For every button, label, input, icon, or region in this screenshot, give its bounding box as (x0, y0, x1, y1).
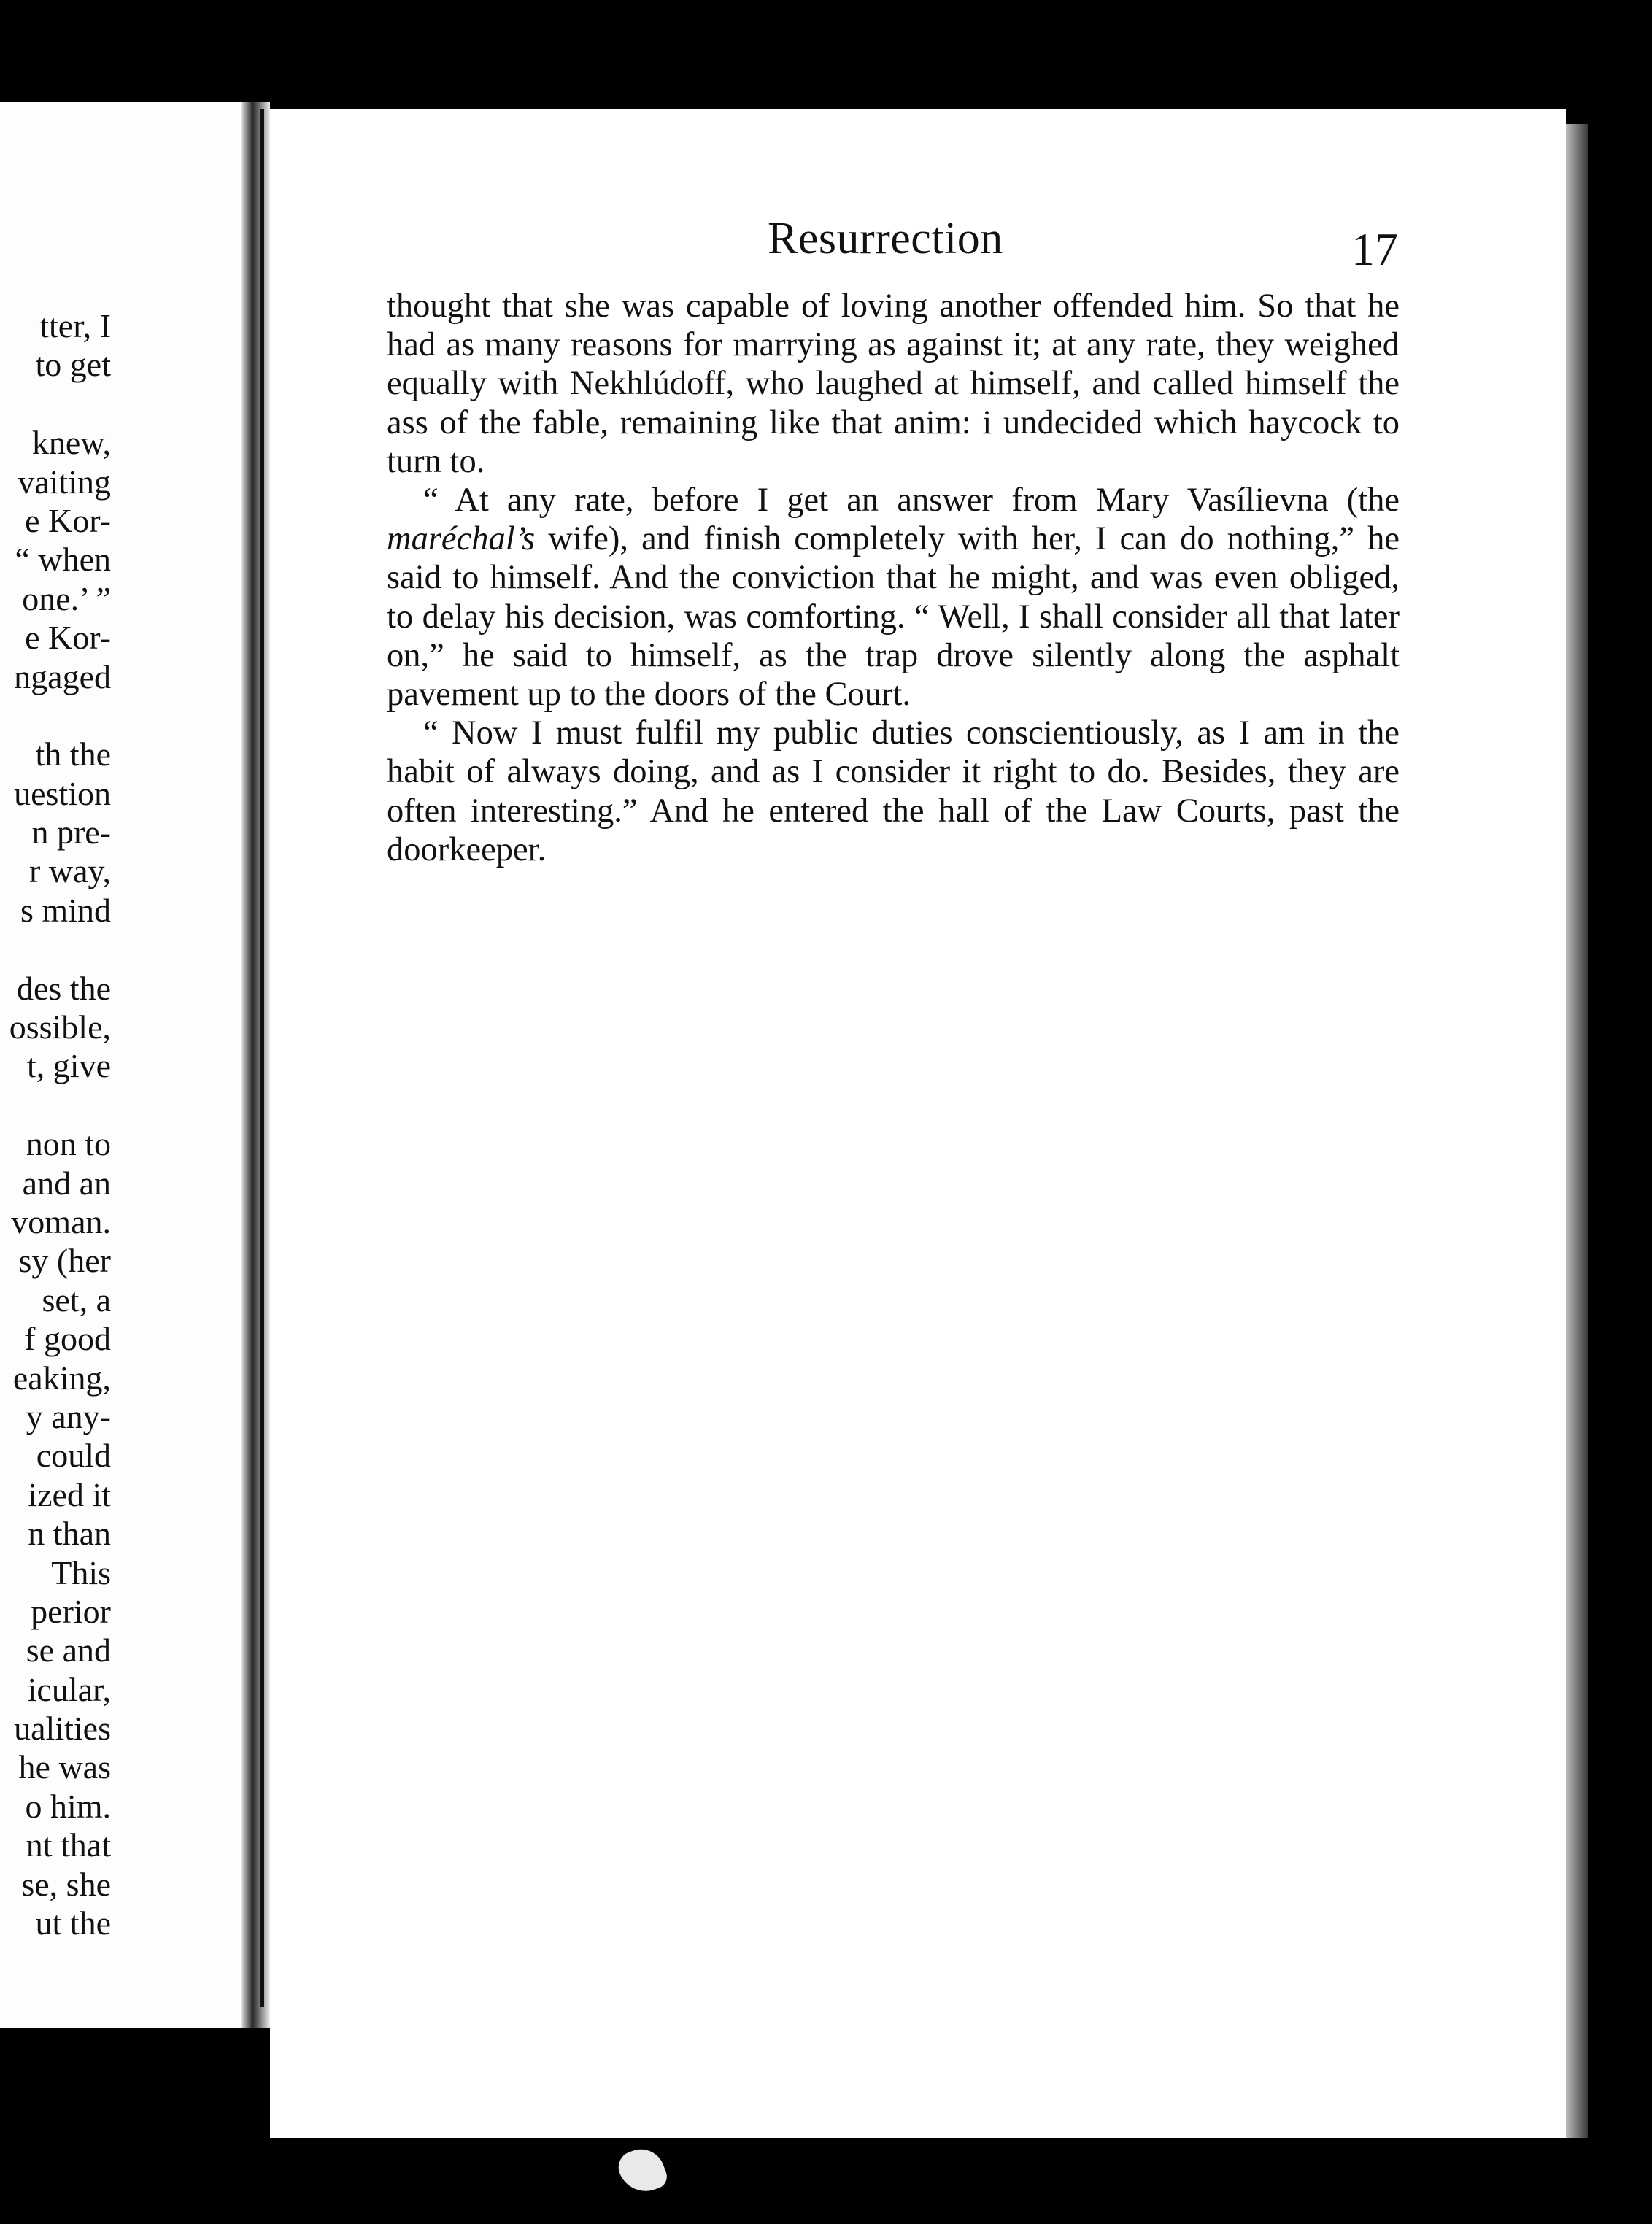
previous-page-line (0, 1086, 111, 1124)
previous-page-line: se and (26, 1632, 111, 1669)
previous-page-line: se, she (21, 1865, 111, 1903)
previous-page-line: could (36, 1437, 111, 1475)
previous-page-line: vaiting (18, 463, 111, 501)
paragraph-2 (387, 481, 1400, 714)
paragraph-2-italic: maréchal’s (387, 520, 536, 558)
previous-page-line: ualities (14, 1710, 111, 1748)
previous-page-line (0, 696, 111, 735)
page-body (387, 287, 1400, 869)
previous-page-line (0, 930, 111, 968)
paragraph-3: “ Now I must fulfil my public duties conscientiously, as I am in the habit of always doing, and as I consider it right to do. Besides, they are often interesting.” And he entered the hall of the Law Courts, past the doorkeeper. (387, 714, 1400, 868)
previous-page-line: o him. (25, 1787, 111, 1825)
gutter-shadow-line (260, 109, 264, 2007)
previous-page-line: uestion (14, 774, 111, 812)
previous-page-line: set, a (42, 1281, 111, 1318)
previous-page-line: e Kor- (25, 501, 111, 539)
previous-page-line: tter, I (39, 307, 111, 344)
previous-page-line: “ when (15, 541, 111, 579)
book-gutter (241, 102, 270, 2028)
previous-page-line: e Kor- (25, 619, 111, 657)
previous-page-line: icular, (27, 1670, 111, 1708)
previous-page-line: knew, (31, 424, 111, 462)
paragraph-2-text-start: “ At any rate, before I get an answer from Mary Vasílievna (the (423, 482, 1400, 520)
previous-page-text (0, 306, 111, 1942)
paragraph-2-text-end: wife), and finish completely with her, I can do nothing,” he said to himself. And the conviction that he might, and was even obliged, to delay his decision, was comforting. “ Well, I shall consider all that later on,” he said to himself, as the trap drove silently along the asphalt pavement up to the doors of the Court. (387, 520, 1400, 714)
previous-page-line: ized it (28, 1475, 111, 1513)
previous-page-line: non to (26, 1125, 111, 1163)
previous-page-line: s mind (20, 891, 111, 929)
page-edge (1566, 124, 1588, 2138)
running-head-title: Resurrection (768, 214, 1003, 263)
previous-page-line (0, 385, 111, 423)
previous-page-line: ngaged (14, 657, 111, 695)
previous-page-line: r way, (29, 852, 111, 890)
previous-page-line: f good (24, 1320, 111, 1358)
previous-page-line: ut the (35, 1904, 111, 1942)
previous-page-line: n than (28, 1515, 111, 1553)
previous-page-line: perior (31, 1592, 111, 1630)
previous-page-line: des the (16, 969, 111, 1007)
previous-page-line: he was (18, 1748, 111, 1786)
previous-page-line: n pre- (31, 814, 111, 852)
paragraph-1: thought that she was capable of loving another offended him. So that he had as many reasons for marrying as against it; at any rate, they weighed equally with Nekhlúdoff, who laughed at himself, and called himself the ass of the fable, remaining like that anim: i undecided which haycock to turn to. (387, 287, 1400, 480)
previous-page-line: t, give (27, 1047, 111, 1085)
previous-page (0, 102, 257, 2028)
previous-page-line: y any- (26, 1397, 111, 1435)
previous-page-line: voman. (11, 1202, 111, 1240)
previous-page-line: nt that (26, 1826, 111, 1864)
previous-page-line: ossible, (9, 1008, 111, 1046)
previous-page-line: sy (her (18, 1242, 111, 1280)
paper-scrap (614, 2143, 671, 2199)
previous-page-line: to get (35, 346, 111, 384)
page-number: 17 (1351, 223, 1398, 275)
previous-page-line: one.’ ” (22, 579, 111, 617)
previous-page-line: eaking, (12, 1359, 111, 1397)
previous-page-line: This (51, 1553, 111, 1591)
previous-page-line: th the (35, 735, 111, 773)
previous-page-line: and an (22, 1164, 111, 1202)
